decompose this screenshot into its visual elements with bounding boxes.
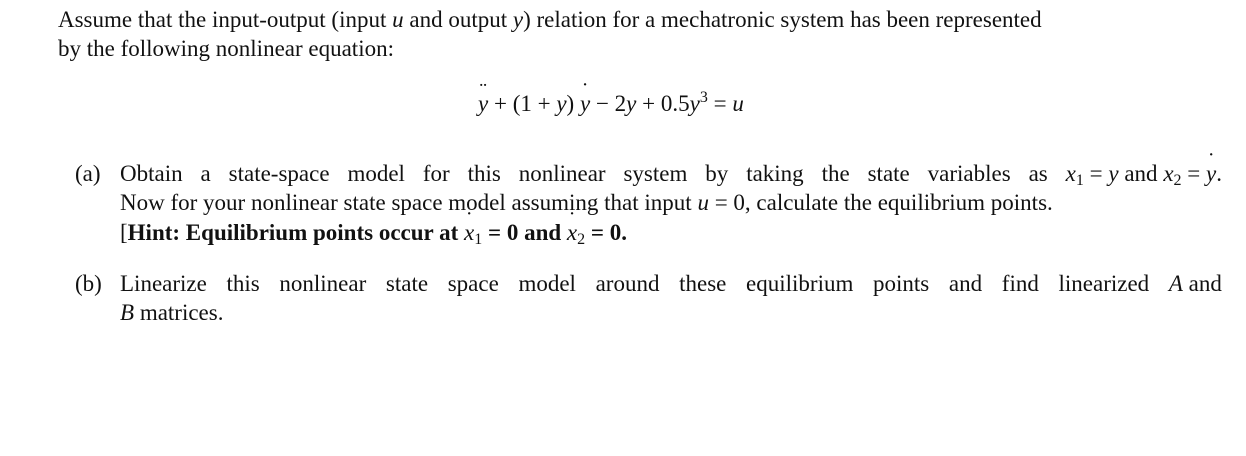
part-b-word: state <box>385 271 429 296</box>
part-a-word: variables <box>927 161 1011 186</box>
part-a-text-2: Now for your nonlinear state space model assuming that input <box>120 190 698 215</box>
and-text: and <box>1118 161 1164 186</box>
part-a-word: as <box>1028 161 1048 186</box>
eq-plus1: + (1 + <box>488 91 557 116</box>
eq-u: u <box>732 91 744 116</box>
part-b-word: these <box>679 271 727 296</box>
part-b-word: space <box>447 271 499 296</box>
eq-minus: − 2 <box>590 91 627 116</box>
eq-y1: y <box>556 91 567 116</box>
part-b-word: around <box>595 271 660 296</box>
part-a-word: state <box>867 161 910 186</box>
var-ydot-a: y ˙ <box>1206 159 1216 188</box>
part-a-line-3 <box>120 218 627 247</box>
part-b-text-2: matrices. <box>134 300 224 325</box>
part-b-label: (b) <box>75 271 102 296</box>
eq-y3: y <box>689 91 700 116</box>
part-a-line-1 <box>120 159 1222 188</box>
part-b-word: nonlinear <box>279 271 367 296</box>
var-u: u <box>392 7 404 32</box>
part-b-matrix-a <box>1169 269 1222 298</box>
part-b-word: this <box>226 271 260 296</box>
part-b-word: equilibrium <box>746 271 854 296</box>
var-y: y <box>512 7 524 32</box>
sub-2: 2 <box>1173 172 1182 189</box>
eq-sign-2: = <box>1181 161 1207 186</box>
eq-close: ) <box>566 91 580 116</box>
var-A: A <box>1168 271 1183 296</box>
var-x1: x <box>1065 161 1076 186</box>
part-a-word: a <box>200 161 211 186</box>
part-a-word: nonlinear <box>518 161 606 186</box>
part-a-word: this <box>467 161 501 186</box>
part-b-and: and <box>1182 271 1222 296</box>
part-a-label: (a) <box>75 161 101 186</box>
eq-equals: = <box>707 91 733 116</box>
part-b-line-1 <box>120 269 1222 298</box>
part-a-state-defs <box>1066 159 1222 188</box>
part-a-word: Obtain <box>120 161 183 186</box>
part-b-word: Linearize <box>120 271 207 296</box>
part-a-word: taking <box>746 161 804 186</box>
intro-line-2 <box>58 34 394 63</box>
var-B: B <box>120 300 135 325</box>
var-xdot2: x ˙ <box>567 218 577 247</box>
part-b-word: model <box>518 271 576 296</box>
part-a-word: system <box>623 161 688 186</box>
eq-exponent: 3 <box>699 89 708 106</box>
part-a-word: model <box>347 161 405 186</box>
part-a-text-3: = 0, calculate the equilibrium points. <box>708 190 1053 215</box>
part-b-word: and <box>948 271 983 296</box>
eq-plus2: + 0.5 <box>636 91 690 116</box>
part-a-word: by <box>705 161 729 186</box>
part-b-word: linearized <box>1058 271 1150 296</box>
hint-bracket: [ <box>120 220 128 245</box>
eq-y-ddot: y ¨ <box>478 89 488 118</box>
part-b-line-2 <box>120 298 223 327</box>
intro-text-4: by the following nonlinear equation: <box>58 36 394 61</box>
part-a-word: the <box>821 161 850 186</box>
part-a-line-2 <box>120 188 1053 217</box>
intro-text-1: Assume that the input-output (input <box>58 7 393 32</box>
intro-line-1 <box>58 5 1042 34</box>
hint-sub-2: 2 <box>577 231 586 248</box>
var-y-a: y <box>1108 161 1119 186</box>
part-b-word: points <box>873 271 930 296</box>
var-u-a: u <box>697 190 709 215</box>
var-xdot1: x ˙ <box>464 218 474 247</box>
hint-mid: = 0 and <box>482 220 567 245</box>
hint-sub-1: 1 <box>474 231 483 248</box>
nonlinear-equation <box>478 89 744 118</box>
sub-1: 1 <box>1075 172 1084 189</box>
period: . <box>1216 161 1222 186</box>
intro-text-2: and output <box>403 7 513 32</box>
intro-text-3: ) relation for a mechatronic system has been represented <box>523 7 1042 32</box>
eq-y2: y <box>626 91 637 116</box>
eq-sign: = <box>1083 161 1109 186</box>
hint-text: Hint: Equilibrium points occur at <box>127 220 464 245</box>
eq-y-dot: y ˙ <box>580 89 590 118</box>
var-x2: x <box>1163 161 1174 186</box>
part-a-word: state-space <box>228 161 330 186</box>
part-b-word: find <box>1001 271 1039 296</box>
part-a-word: for <box>422 161 450 186</box>
hint-end: = 0. <box>585 220 627 245</box>
